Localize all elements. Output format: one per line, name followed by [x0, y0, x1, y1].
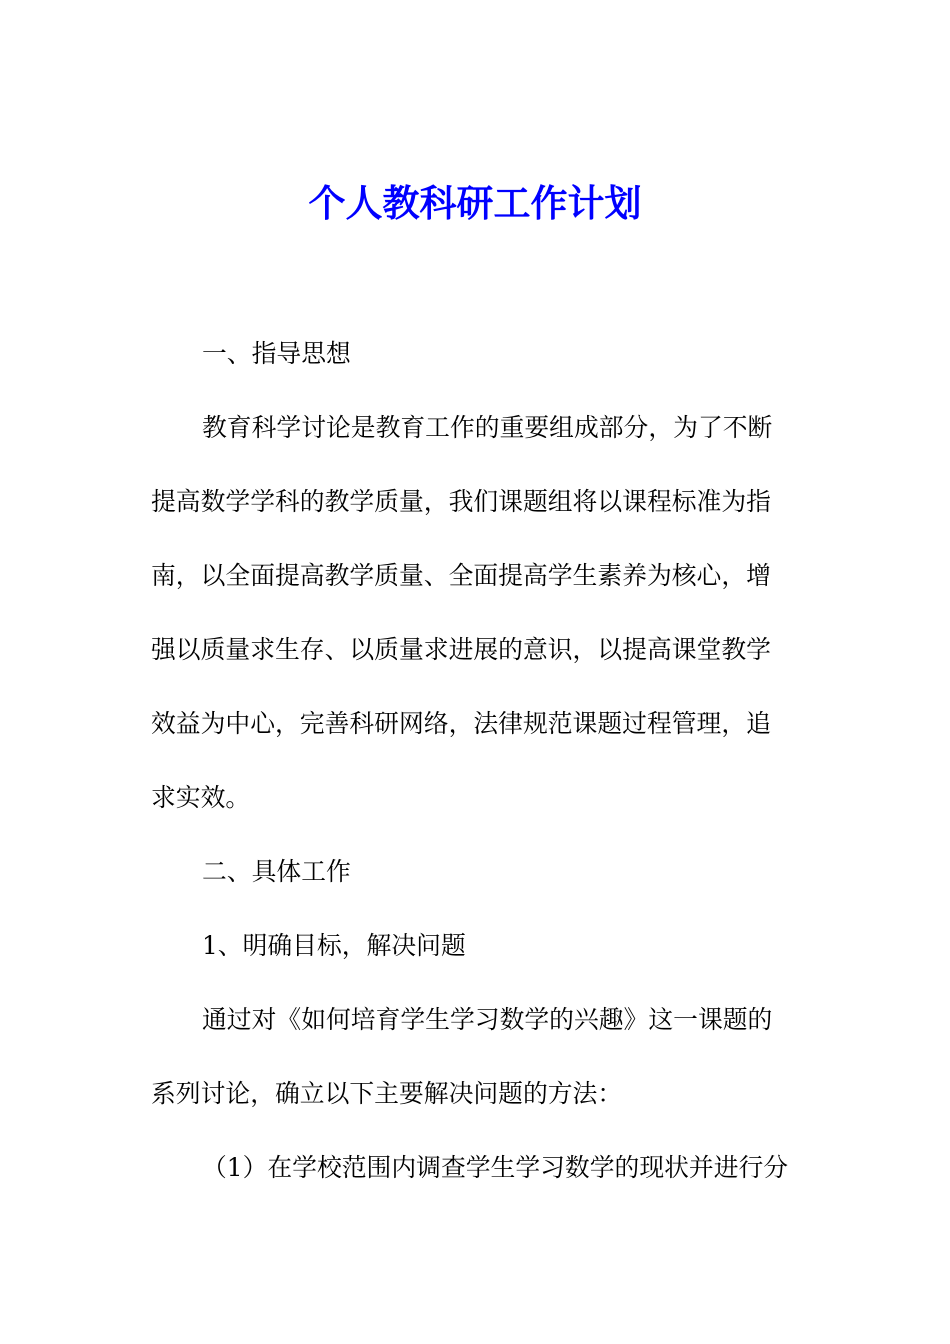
paragraph-line: 求实效。: [151, 783, 251, 812]
paragraph-line: 效益为中心，完善科研网络，法律规范课题过程管理，追: [151, 709, 771, 738]
paragraph-line: 系列讨论，确立以下主要解决问题的方法：: [151, 1079, 623, 1108]
paragraph-line: 通过对《如何培育学生学习数学的兴趣》这一课题的: [202, 1005, 773, 1034]
section-heading-specific-work: 二、具体工作: [202, 857, 351, 886]
paragraph-line: 南，以全面提高教学质量、全面提高学生素养为核心，增: [151, 561, 771, 590]
section-heading-guiding-thought: 一、指导思想: [202, 339, 351, 368]
paragraph-line: 提高数学学科的教学质量，我们课题组将以课程标准为指: [151, 487, 771, 516]
paragraph-line: 强以质量求生存、以质量求进展的意识，以提高课堂教学: [151, 635, 771, 664]
subsection-heading: 1、明确目标，解决问题: [202, 931, 466, 960]
paragraph-line: 教育科学讨论是教育工作的重要组成部分，为了不断: [202, 413, 773, 442]
list-item-line: （1）在学校范围内调查学生学习数学的现状并进行分: [202, 1153, 789, 1182]
document-title: 个人教科研工作计划: [308, 181, 642, 225]
